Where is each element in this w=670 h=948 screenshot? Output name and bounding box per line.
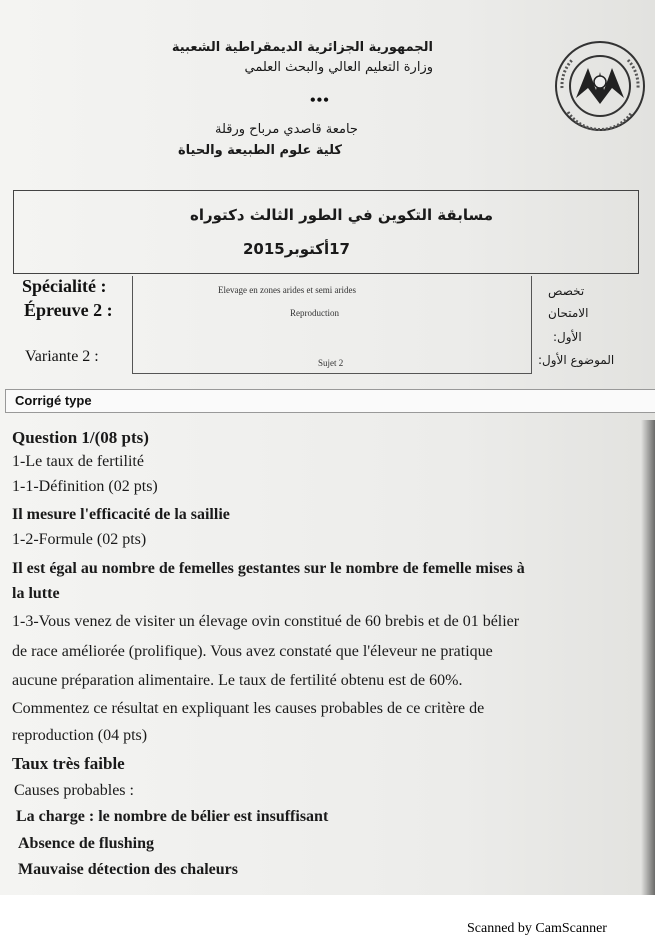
body-line: 1-Le taux de fertilité (12, 453, 144, 470)
body-line: 1-3-Vous venez de visiter un élevage ovin constitué de 60 brebis et de 01 bélier (12, 613, 520, 630)
epreuve-label: Épreuve 2 : (24, 300, 113, 320)
answer-line: la lutte (12, 585, 60, 602)
university-name: جامعة قاصدي مرباح ورقلة (215, 122, 358, 137)
right-label-subject: الموضوع الأول: (538, 353, 615, 367)
answer-line: La charge : le nombre de bélier est insuffisant (16, 808, 329, 825)
answer-line: Mauvaise détection des chaleurs (18, 861, 238, 878)
epreuve-value: Reproduction (290, 308, 339, 318)
body-line: aucune préparation alimentaire. Le taux de fertilité obtenu est de 60%. (12, 672, 463, 689)
answer-line: Absence de flushing (18, 835, 155, 852)
page-edge-shadow (641, 420, 655, 895)
exam-title-box (13, 190, 639, 274)
speciality-label: Spécialité : (22, 276, 107, 296)
body-line: de race améliorée (prolifique). Vous avez constaté que l'éleveur ne pratique (12, 643, 493, 660)
header-dots: ••• (310, 92, 330, 109)
right-label-exam: الامتحان (548, 306, 589, 320)
answer-line: Il est égal au nombre de femelles gestantes sur le nombre de femelle mises à (12, 560, 525, 577)
exam-date: 17أكتوبر2015 (243, 240, 350, 258)
right-label-speciality: تخصص (548, 284, 585, 298)
republic-header: الجمهورية الجزائرية الديمقراطية الشعبية (171, 40, 433, 55)
faculty-name: كلية علوم الطبيعة والحياة (178, 143, 342, 158)
body-line: 1-2-Formule (02 pts) (12, 531, 147, 548)
answer-line: Il mesure l'efficacité de la saillie (12, 506, 230, 523)
body-line: Commentez ce résultat en expliquant les causes probables de ce critère de (12, 700, 485, 717)
variante-label: Variante 2 : (25, 348, 99, 365)
ministry-header: وزارة التعليم العالي والبحث العلمي (244, 60, 433, 75)
corrige-type-banner: Corrigé type (5, 389, 655, 413)
sujet-value: Sujet 2 (318, 358, 344, 368)
answer-line: Taux très faible (12, 754, 125, 773)
right-label-first: الأول: (553, 330, 582, 344)
body-line: 1-1-Définition (02 pts) (12, 478, 158, 495)
university-logo-icon (552, 38, 648, 134)
speciality-value: Elevage en zones arides et semi arides (218, 285, 356, 295)
scanner-watermark: Scanned by CamScanner (467, 921, 607, 936)
exam-title: مسابقة التكوين في الطور الثالث دكتوراه (190, 206, 494, 224)
body-line: Causes probables : (14, 782, 134, 799)
body-line: reproduction (04 pts) (12, 727, 148, 744)
question-heading: Question 1/(08 pts) (12, 428, 149, 447)
